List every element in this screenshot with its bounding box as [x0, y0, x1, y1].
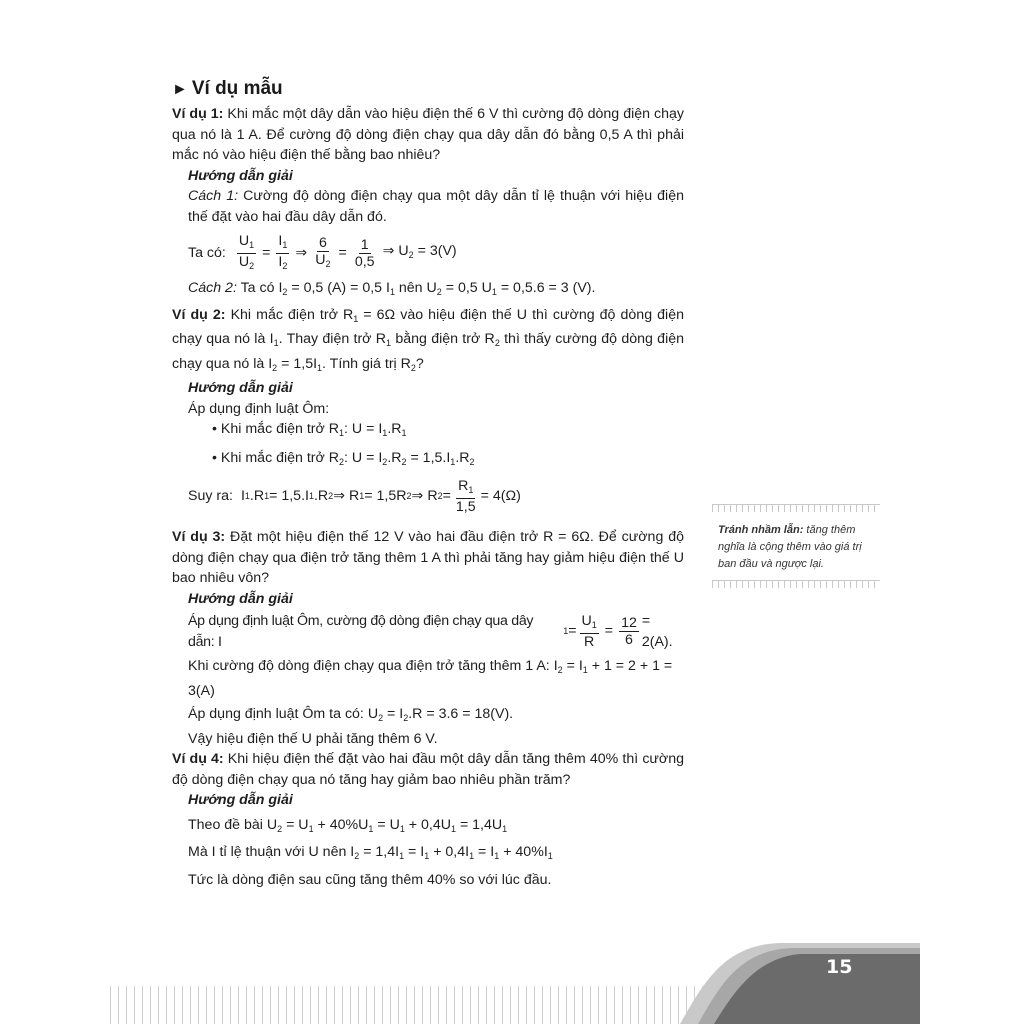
example-1-way2: Cách 2: Ta có $I_2 = 0,5$ (A) = 0,5 $I_1$ nên $U_2 = 0,5$ $U_1 = 0,5.6 = 3$ (V). [188, 280, 596, 297]
example-3-heading: Hướng dẫn giải [188, 590, 293, 607]
sidenote-box [712, 504, 880, 588]
main-content [172, 104, 684, 890]
section-title: ► Ví dụ mẫu [172, 78, 283, 99]
example-4-line-3: Tức là dòng điện sau cũng tăng thêm 40% so với lúc đầu. [188, 871, 552, 888]
triangle-marker-icon: ► [172, 81, 188, 98]
example-2-law: Áp dụng định luật Ôm: [188, 400, 330, 417]
page-tab-shape [680, 940, 920, 1024]
example-2-heading: Hướng dẫn giải [188, 380, 293, 396]
page-number: 15 [826, 956, 853, 978]
example-3-line-2: Khi cường độ dòng điện chạy qua điện trở tăng thêm 1 A: $I_2 = I_1 + 1 = 2 + 1 = 3(A)$ [188, 658, 673, 699]
example-2-bullet-1: • Khi mắc điện trở $R_1$: $U = I_1.R_1$ [212, 421, 407, 438]
example-1: Ví dụ 1: Khi mắc một dây dẫn vào hiệu điện thế 6 V thì cường độ dòng điện chạy qua nó là 1 A. Để cường độ dòng điện chạy qua dây dẫn đó bằng 0,5 A thì phải mắc nó vào hiệu điện thế bằng bao nhiêu? [172, 106, 684, 163]
example-3-line-1: Áp dụng định luật Ôm, cường độ dòng điện chạy qua dây dẫn: I 1 = $\frac{U_1}{R}$ = $\frac{12}{6}$ = 2(A). [188, 613, 673, 650]
example-1-heading: Hướng dẫn giải [188, 167, 293, 184]
example-3-line-4: Vậy hiệu điện thế U phải tăng thêm 6 V. [188, 730, 438, 747]
example-4-line-1: Theo đề bài $U_2 = U_1 + 40\%U_1 = U_1 + 0,4U_1 = 1,4U_1$ [188, 816, 508, 834]
sidenote-top-rule [712, 504, 880, 512]
example-4-line-2: Mà I tỉ lệ thuận với U nên $I_2 = 1,4I_1 = I_1 + 0,4I_1 = I_1 + 40\%I_1$ [188, 844, 553, 861]
example-4: Ví dụ 4: Khi hiệu điện thế đặt vào hai đầu một dây dẫn tăng thêm 40% thì cường độ dòng điện chạy qua nó tăng hay giảm bao nhiêu phần trăm? [172, 751, 684, 788]
example-2-bullet-2: • Khi mắc điện trở $R_2$: $U = I_2.R_2 = 1,5.I_1.R_2$ [212, 449, 475, 467]
example-1-equation: Ta có: $\frac{U_1}{U_2}$ = $\frac{I_1}{I_2}$ ⇒ $\frac{6}{U_2}$ = $\frac{1}{0,5}$ ⇒ $U_2 = 3(V)$ [188, 233, 457, 271]
example-4-heading: Hướng dẫn giải [188, 792, 293, 808]
example-3-line-3: Áp dụng định luật Ôm ta có: $U_2 = I_2.R = 3.6 = 18(V)$. [188, 706, 514, 723]
example-2: Ví dụ 2: Khi mắc điện trở $R_1 = 6\Omega$ vào hiệu điện thế U thì cường độ dòng điện chạy qua nó là $I_1$. Thay điện trở $R_1$ bằng điện trở $R_2$ thì thấy cường độ dòng điện chạy qua nó là $I_2 = 1,5I_1$. Tính giá trị $R_2$? [172, 306, 684, 373]
example-3: Ví dụ 3: Đặt một hiệu điện thế 12 V vào hai đầu điện trở R = 6Ω. Để cường độ dòng điện chạy qua điện trở tăng thêm 1 A thì phải tăng hay giảm hiệu điện thế U bao nhiêu vôn? [172, 529, 684, 586]
example-1-way1: Cách 1: Cường độ dòng điện chạy qua một dây dẫn tỉ lệ thuận với hiệu điện thế đặt vào hai đầu dây dẫn đó. [188, 188, 684, 225]
sidenote-text: Tránh nhầm lẫn: tăng thêm nghĩa là cộng thêm vào giá trị ban đầu và ngược lại. [718, 524, 862, 570]
example-2-result: Suy ra: I 1 .R 1 = 1,5.I 1 .R 2 ⇒ R 1 = 1,5R 2 ⇒ R 2 = $\frac{R_1}{1,5}$ = 4(Ω) [188, 478, 521, 515]
sidenote-bottom-rule [712, 580, 880, 588]
